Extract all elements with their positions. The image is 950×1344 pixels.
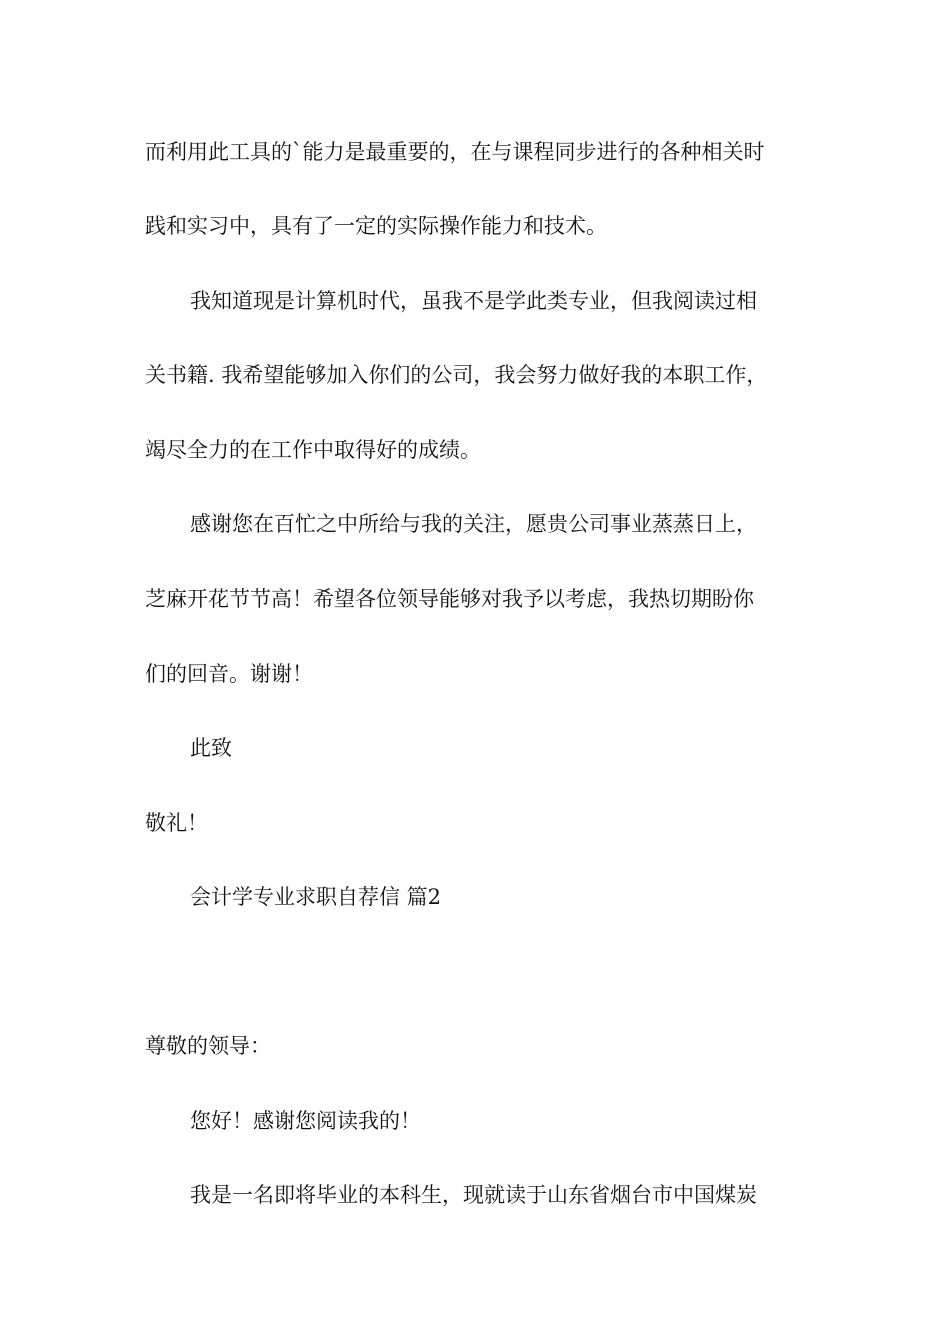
text-line: 感谢您在百忙之中所给与我的关注，愿贵公司事业蒸蒸日上， <box>190 512 757 536</box>
text-line: 关书籍. 我希望能够加入你们的公司，我会努力做好我的本职工作， <box>145 363 768 387</box>
text-line: 芝麻开花节节高！希望各位领导能够对我予以考虑，我热切期盼你 <box>145 587 754 611</box>
text-line: 们的回音。谢谢！ <box>145 662 313 686</box>
closing-regards: 敬礼！ <box>145 811 208 835</box>
closing-salutation: 此致 <box>190 736 232 760</box>
text-line: 您好！感谢您阅读我的！ <box>190 1109 421 1133</box>
text-line: 竭尽全力的在工作中取得好的成绩。 <box>145 438 481 462</box>
section-heading: 会计学专业求职自荐信 篇2 <box>190 885 442 909</box>
greeting: 尊敬的领导： <box>145 1034 271 1058</box>
text-line: 践和实习中，具有了一定的实际操作能力和技术。 <box>145 214 607 238</box>
text-line: 我是一名即将毕业的本科生，现就读于山东省烟台市中国煤炭 <box>190 1183 757 1207</box>
text-line: 我知道现是计算机时代，虽我不是学此类专业，但我阅读过相 <box>190 289 757 313</box>
text-line: 而利用此工具的`能力是最重要的，在与课程同步进行的各种相关时 <box>145 140 765 164</box>
